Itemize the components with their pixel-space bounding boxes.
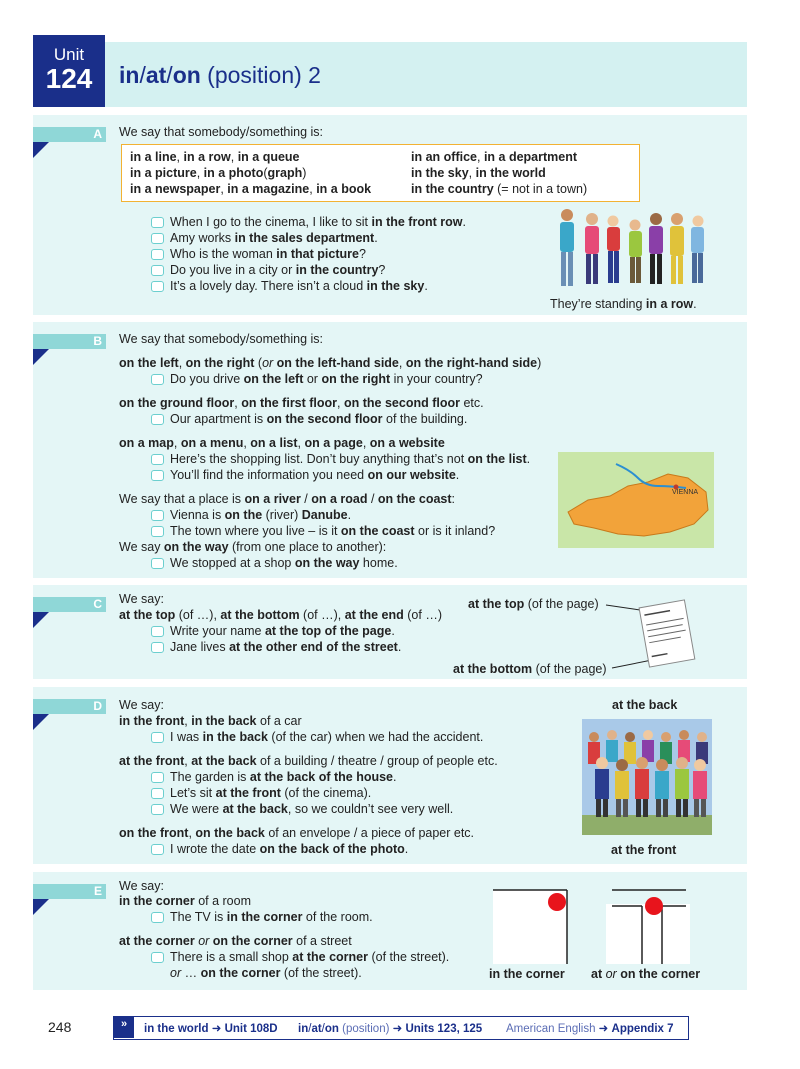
page-title: in/at/on (position) 2 <box>119 62 321 88</box>
section-d-line-2: at the front, at the back of a building / theatre / group of people etc. <box>119 754 498 768</box>
unit-number: 124 <box>45 63 93 94</box>
people-in-row-illustration <box>550 205 710 293</box>
example-b-3: Here’s the shopping list. Don’t buy anything that’s not on the list. <box>148 451 530 467</box>
page-sheet-illustration <box>604 596 704 676</box>
phrase-row-2-left: in a picture, in a photo(graph) <box>130 166 307 180</box>
section-b-line-4: We say that a place is on a river / on a road / on the coast: <box>119 492 456 506</box>
example-a-4: Do you live in a city or in the country? <box>148 262 385 278</box>
example-a-1: When I go to the cinema, I like to sit in the front row. <box>148 214 466 230</box>
unit-badge <box>33 35 105 107</box>
phrase-row-1-right: in an office, in a department <box>411 150 578 164</box>
section-marker-b <box>33 349 49 365</box>
section-tab-d: D <box>33 699 106 714</box>
section-c-line-1: at the top (of …), at the bottom (of …), at the end (of …) <box>119 608 442 622</box>
section-marker-a <box>33 142 49 158</box>
unit-word: Unit <box>53 45 85 64</box>
corner-marker-icon <box>548 893 566 911</box>
example-d-1: I was in the back (of the car) when we had the accident. <box>148 729 483 745</box>
section-e-line-2: at the corner or on the corner of a street <box>119 934 352 948</box>
section-tab-b: B <box>33 334 106 349</box>
map-city-label: VIENNA <box>672 489 699 496</box>
section-tab-a: A <box>33 127 106 142</box>
label-at-the-bottom: at the bottom (of the page) <box>453 662 607 676</box>
section-tab-e: E <box>33 884 106 899</box>
label-at-on-the-corner: at or on the corner <box>591 967 701 981</box>
crossref-in-the-world[interactable]: in the world ➜ Unit 108D <box>144 1023 278 1035</box>
section-marker-c <box>33 612 49 628</box>
cross-reference-bar <box>113 1016 689 1040</box>
section-b-line-5: We say on the way (from one place to another): <box>119 540 387 554</box>
label-at-the-back: at the back <box>612 698 678 712</box>
page-number: 248 <box>48 1019 72 1035</box>
example-b-4: You’ll find the information you need on our website. <box>148 467 459 483</box>
example-d-5: I wrote the date on the back of the photo. <box>148 841 408 857</box>
section-b-intro: We say that somebody/something is: <box>119 332 324 346</box>
room-corner-diagram <box>490 882 570 964</box>
section-d-line-3: on the front, on the back of an envelope / a piece of paper etc. <box>119 826 475 840</box>
example-b-5: Vienna is on the (river) Danube. <box>148 507 351 523</box>
example-b-1: Do you drive on the left or on the right in your country? <box>148 371 483 387</box>
section-b-line-1: on the left, on the right (or on the left-hand side, on the right-hand side) <box>119 356 542 370</box>
example-b-7: We stopped at a shop on the way home. <box>148 555 398 571</box>
section-e-line-1: in the corner of a room <box>119 894 251 908</box>
phrase-row-3-right: in the country (= not in a town) <box>411 182 588 196</box>
phrase-row-3-left: in a newspaper, in a magazine, in a book <box>130 182 372 196</box>
crossref-in-at-on[interactable]: in/at/on (position) ➜ Units 123, 125 <box>298 1023 483 1035</box>
label-at-the-front: at the front <box>611 843 677 857</box>
section-marker-d <box>33 714 49 730</box>
person-icon <box>560 209 704 286</box>
section-e-intro: We say: <box>119 879 164 893</box>
example-e-2: There is a small shop at the corner (of the street). <box>148 949 449 965</box>
example-a-2: Amy works in the sales department. <box>148 230 378 246</box>
phrase-row-2-right: in the sky, in the world <box>411 166 546 180</box>
example-d-4: We were at the back, so we couldn’t see very well. <box>148 801 453 817</box>
section-b-line-2: on the ground floor, on the first floor, on the second floor etc. <box>119 396 484 410</box>
example-e-1: The TV is in the corner of the room. <box>148 909 373 925</box>
label-at-the-top: at the top (of the page) <box>468 597 599 611</box>
corner-marker-icon <box>645 897 663 915</box>
section-a-intro: We say that somebody/something is: <box>119 125 324 139</box>
section-b-line-3: on a map, on a menu, on a list, on a page, on a website <box>119 436 445 450</box>
example-d-3: Let’s sit at the front (of the cinema). <box>148 785 371 801</box>
chevrons-icon: » <box>114 1017 134 1038</box>
example-a-5: It’s a lovely day. There isn’t a cloud in the sky. <box>148 278 428 294</box>
example-b-6: The town where you live – is it on the coast or is it inland? <box>148 523 495 539</box>
section-marker-e <box>33 899 49 915</box>
section-tab-c: C <box>33 597 106 612</box>
section-d-line-1: in the front, in the back of a car <box>119 714 302 728</box>
section-d-intro: We say: <box>119 698 164 712</box>
label-in-the-corner: in the corner <box>489 967 565 981</box>
example-d-2: The garden is at the back of the house. <box>148 769 397 785</box>
example-c-2: Jane lives at the other end of the street. <box>148 639 401 655</box>
people-caption: They’re standing in a row. <box>550 297 697 311</box>
street-corner-diagram <box>598 882 698 964</box>
example-b-2: Our apartment is on the second floor of the building. <box>148 411 467 427</box>
example-e-3: or … on the corner (of the street). <box>170 966 362 980</box>
example-c-1: Write your name at the top of the page. <box>148 623 395 639</box>
phrase-row-1-left: in a line, in a row, in a queue <box>130 150 300 164</box>
title-bar <box>105 42 747 107</box>
section-c-intro: We say: <box>119 592 164 606</box>
crowd-illustration <box>582 719 712 835</box>
example-a-3: Who is the woman in that picture? <box>148 246 366 262</box>
crossref-american-english[interactable]: American English ➜ Appendix 7 <box>506 1023 674 1035</box>
map-illustration <box>558 452 714 548</box>
